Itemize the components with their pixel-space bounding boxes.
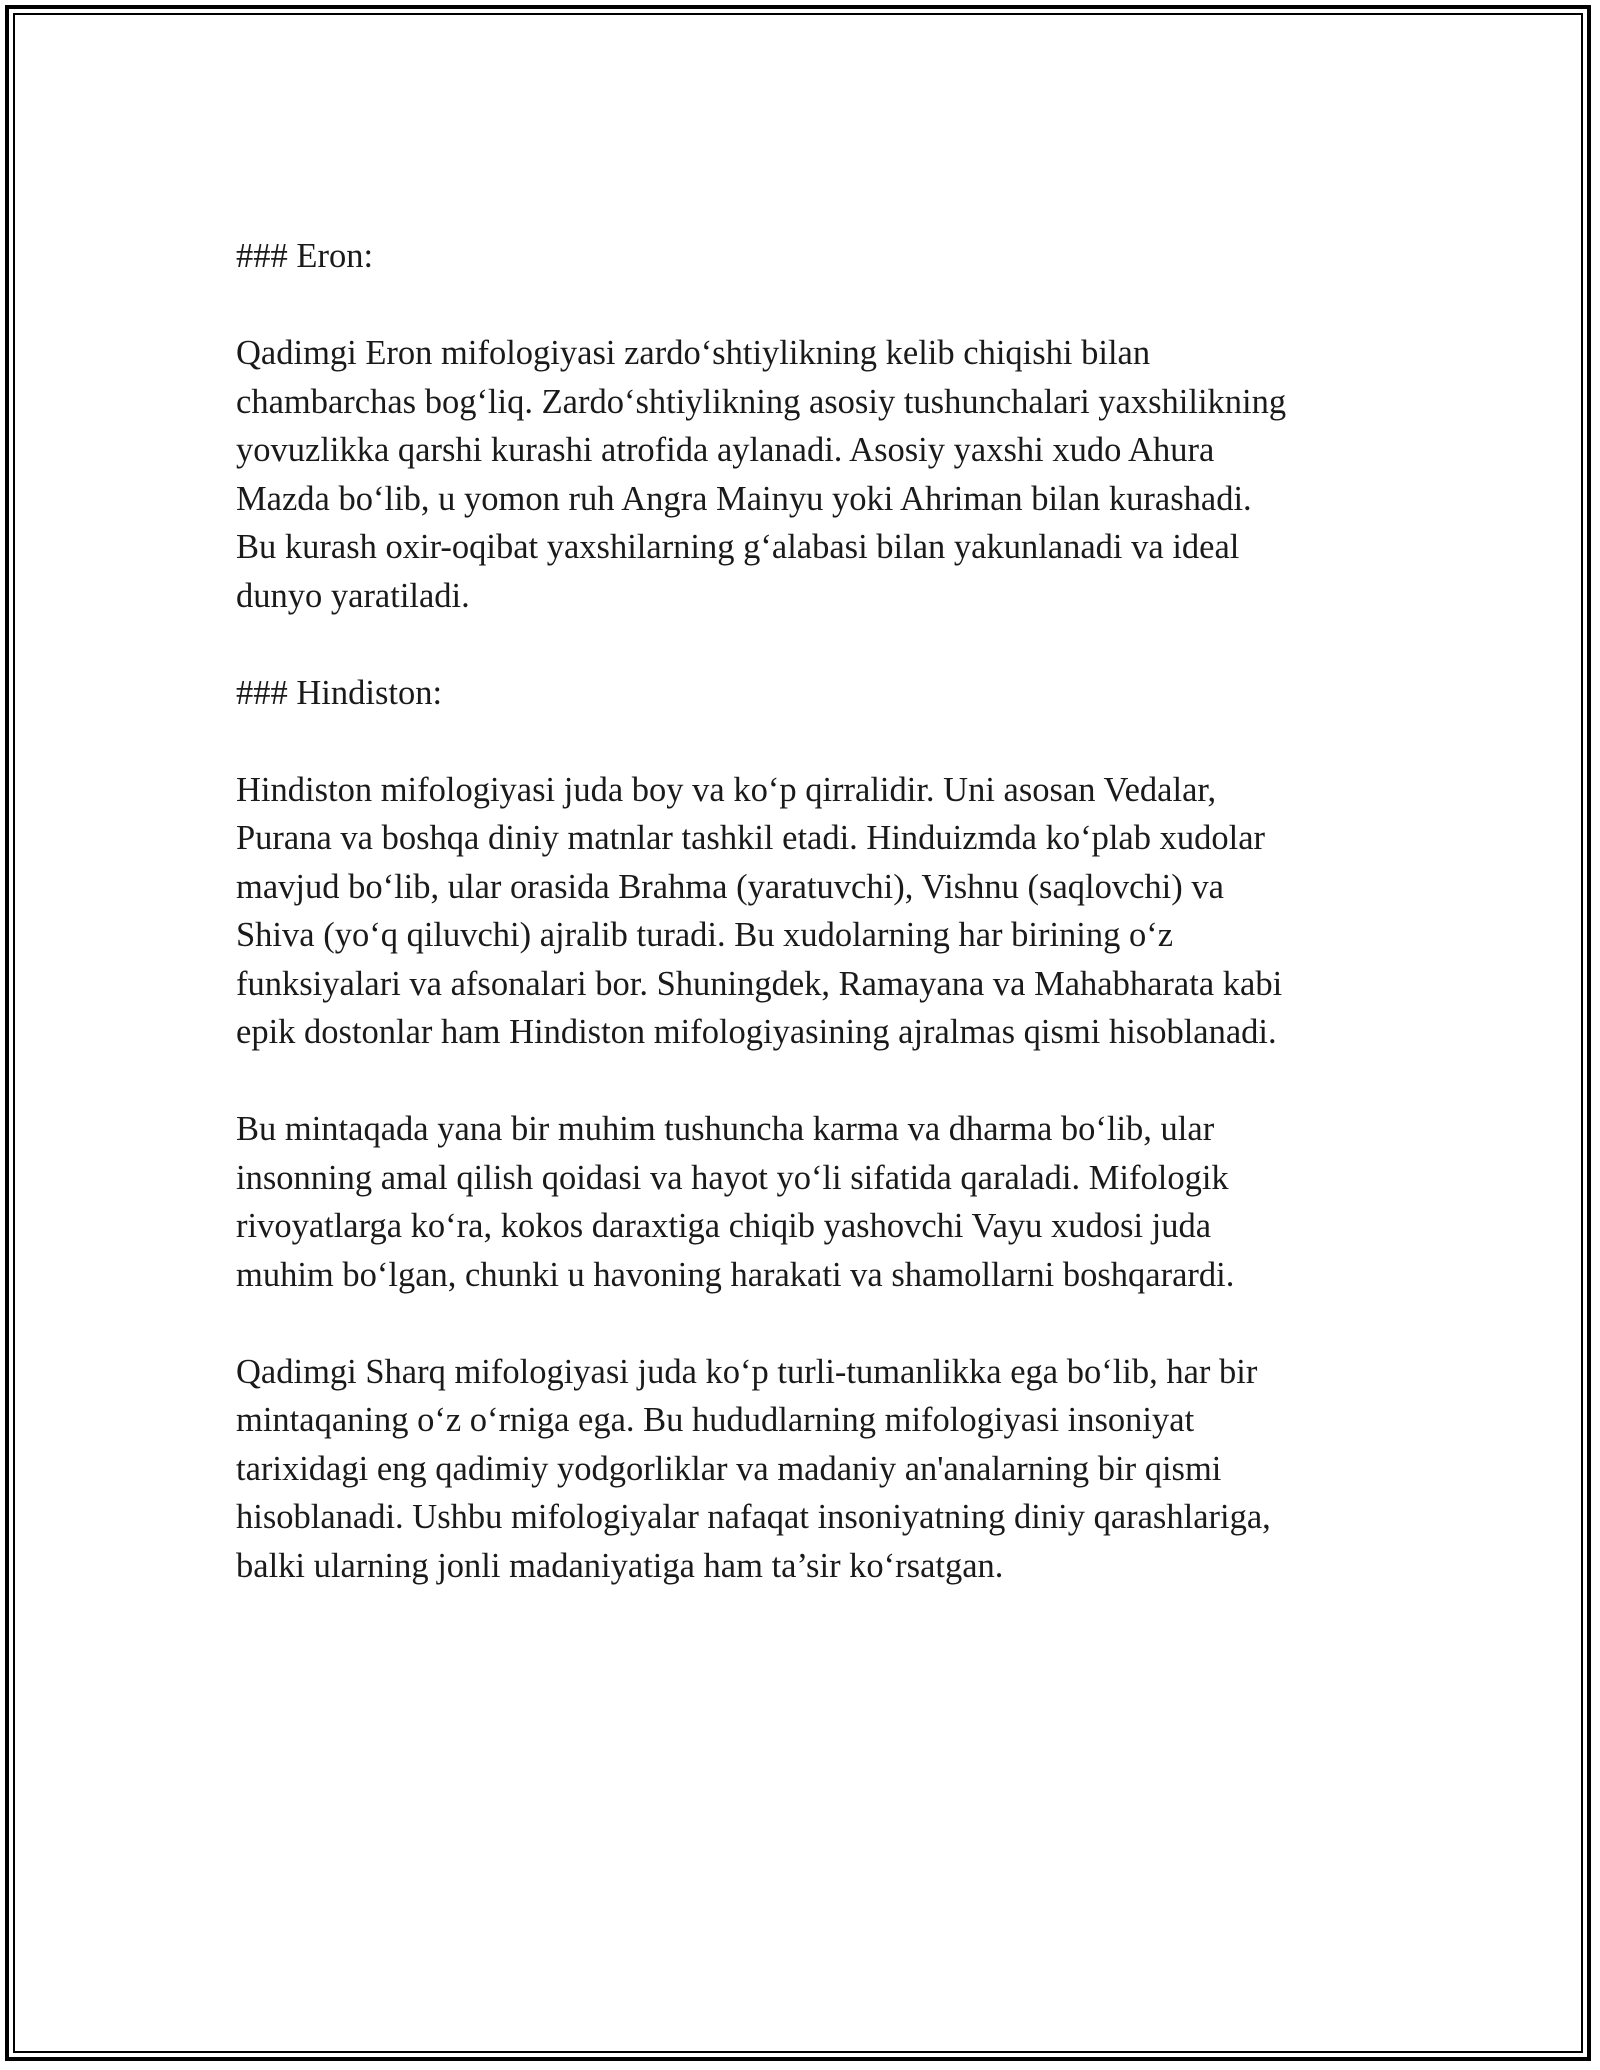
- paragraph-hindiston-1: Hindiston mifologiyasi juda boy va ko‘p qirralidir. Uni asosan Vedalar, Purana va boshqa diniy matnlar tashkil etadi. Hinduizmda ko‘plab xudolar mavjud bo‘lib, ular orasida Brahma (yaratuvchi), Vishnu (saqlovchi) va Shiva (yo‘q qiluvchi) ajralib turadi. Bu xudolarning har birining o‘z funksiyalari va afsonalari bor. Shuningdek, Ramayana va Mahabharata kabi epik dostonlar ham Hindiston mifologiyasining ajralmas qismi hisoblanadi.: [236, 770, 1283, 1051]
- section-heading-eron: ### Eron:: [236, 237, 374, 275]
- paragraph-hindiston-3: Qadimgi Sharq mifologiyasi juda ko‘p turli-tumanlikka ega bo‘lib, har bir mintaqaning o‘z o‘rniga ega. Bu hududlarning mifologiyasi insoniyat tarixidagi eng qadimiy yodgorliklar va madaniy an'analarning bir qismi hisoblanadi. Ushbu mifologiyalar nafaqat insoniyatning diniy qarashlariga, balki ularning jonli madaniyatiga ham ta’sir ko‘rsatgan.: [236, 1352, 1271, 1585]
- section-heading-hindiston: ### Hindiston:: [236, 673, 443, 712]
- paragraph-hindiston-2: Bu mintaqada yana bir muhim tushuncha karma va dharma bo‘lib, ular insonning amal qilish qoidasi va hayot yo‘li sifatida qaraladi. Mifologik rivoyatlarga ko‘ra, kokos daraxtiga chiqib yashovchi Vayu xudosi juda muhim bo‘lgan, chunki u havoning harakati va shamollarni boshqarardi.: [236, 1110, 1235, 1294]
- paragraph-eron-1: Qadimgi Eron mifologiyasi zardo‘shtiylikning kelib chiqishi bilan chambarchas bog‘liq. Zardo‘shtiylikning asosiy tushunchalari yaxshilikning yovuzlikka qarshi kurashi atrofida aylanadi. Asosiy yaxshi xudo Ahura Mazda bo‘lib, u yomon ruh Angra Mainyu yoki Ahriman bilan kurashadi. Bu kurash oxir-oqibat yaxshilarning g‘alabasi bilan yakunlanadi va ideal dunyo yaratiladi.: [236, 334, 1287, 615]
- document-body: [236, 232, 1366, 1639]
